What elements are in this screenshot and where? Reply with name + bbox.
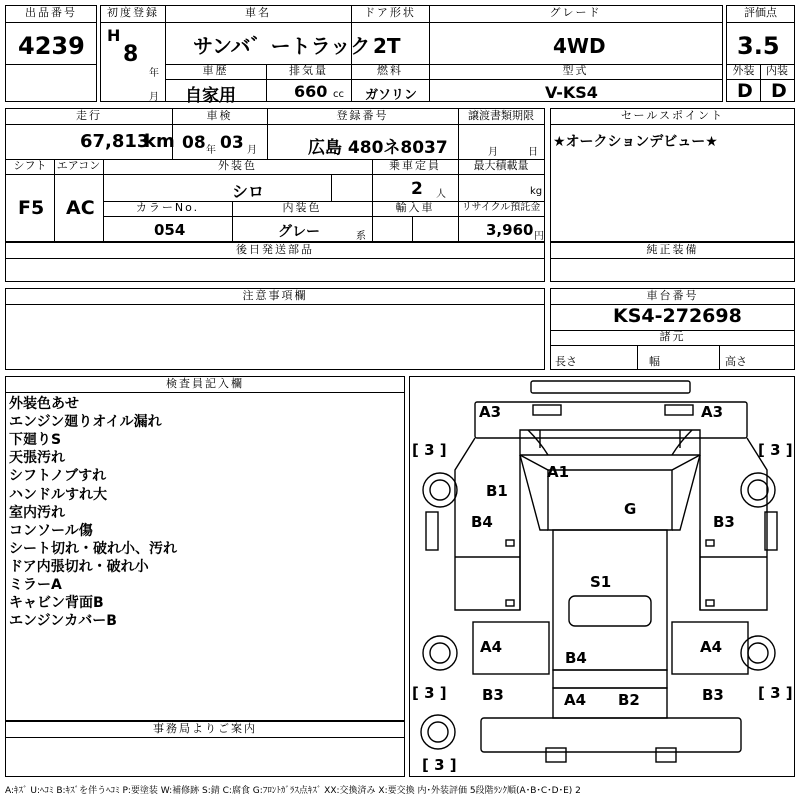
damage-mark: B3 <box>482 686 504 704</box>
capacity-label: 乗車定員 <box>389 159 441 172</box>
ac-label: エアコン <box>56 159 101 172</box>
type-value: V-KS4 <box>545 83 598 102</box>
inspection-label: 車検 <box>206 109 233 122</box>
notes-label: 注意事項欄 <box>242 289 308 302</box>
chassis-label: 車台番号 <box>646 289 699 302</box>
damage-mark: S1 <box>590 573 612 591</box>
color-no-value: 054 <box>154 221 186 239</box>
transfer-month: 月 <box>488 147 498 158</box>
doors-label: ドア形状 <box>364 6 416 19</box>
lot-number-label: 出品番号 <box>25 6 77 19</box>
inspector-note: 室内汚れ <box>9 504 65 521</box>
inspector-note: エンジン廻りオイル漏れ <box>9 414 162 431</box>
month-unit: 月 <box>149 92 159 103</box>
specs-label: 諸元 <box>659 330 686 343</box>
damage-mark: B2 <box>618 691 640 709</box>
transfer-label: 譲渡書類期限 <box>468 109 534 122</box>
chassis-number: KS4-272698 <box>613 305 742 327</box>
interior-color-suffix: 系 <box>356 231 366 242</box>
type-label: 型式 <box>562 64 589 77</box>
history-label: 車歴 <box>202 64 229 77</box>
model-name: サンバ゛ートラック <box>193 34 371 58</box>
inspector-note: ハンドルすれ大 <box>9 486 107 503</box>
inspector-note: 下廻りS <box>9 432 62 449</box>
damage-mark: A3 <box>479 403 502 421</box>
exterior-label: 外装 <box>732 64 755 77</box>
score-label: 評価点 <box>744 6 777 19</box>
fuel-label: 燃料 <box>377 64 403 77</box>
color-value: シロ <box>232 182 265 201</box>
payload-label: 最大積載量 <box>473 159 529 172</box>
inspector-note: 天張汚れ <box>9 450 65 467</box>
year-unit: 年 <box>149 68 159 79</box>
later-parts-box <box>5 242 545 282</box>
reg-no-label: 登録番号 <box>336 109 389 122</box>
damage-mark: B3 <box>713 513 735 531</box>
damage-mark: A4 <box>564 691 587 709</box>
recycle-unit: 円 <box>534 231 544 242</box>
genuine-equipment-box <box>550 242 795 282</box>
exterior-score: D <box>737 80 753 102</box>
inspection-year-unit: 年 <box>206 145 216 156</box>
score-value: 3.5 <box>737 32 780 60</box>
history-value: 自家用 <box>185 86 236 106</box>
fuel-value: ガソリン <box>365 88 418 103</box>
tire-tread-mark: [ 3 ] <box>412 441 447 459</box>
inspector-note: ドア内張切れ・破れ小 <box>9 558 149 575</box>
tire-tread-mark: [ 3 ] <box>412 684 447 702</box>
payload-unit: kg <box>530 186 543 197</box>
office-label: 事務局よりご案内 <box>153 722 257 735</box>
inspector-note: 外装色あせ <box>9 396 79 412</box>
damage-mark: A3 <box>701 403 724 421</box>
notes-box <box>5 288 545 370</box>
color-no-label: カラーNo. <box>135 201 200 214</box>
tire-tread-mark: [ 3 ] <box>758 441 793 459</box>
interior-score: D <box>771 80 787 102</box>
shift-value: F5 <box>18 197 45 219</box>
inspector-note: エンジンカバーB <box>9 613 117 630</box>
damage-mark: B4 <box>471 513 493 531</box>
legend: A:ｷｽﾞ U:ﾍｺﾐ B:ｷｽﾞを伴うﾍｺﾐ P:要塗装 W:補修跡 S:錆 C:腐食 G:ﾌﾛﾝﾄｶﾞﾗｽ点ｷｽﾞ XX:交換済み X:要交換 内･外装評価 5段階ﾗﾝｸ順(A･B･C･D･E) 2 <box>5 786 581 796</box>
lot-number: 4239 <box>18 32 85 60</box>
recycle-label: リサイクル預託金 <box>461 202 541 213</box>
era: H <box>107 26 121 45</box>
inspector-label: 検査員記入欄 <box>166 377 244 390</box>
model-label: 車名 <box>245 6 271 19</box>
damage-mark: A4 <box>700 638 723 656</box>
office-box <box>5 721 405 777</box>
damage-mark: G <box>624 500 637 518</box>
displacement-label: 排気量 <box>289 64 328 77</box>
later-parts-label: 後日発送部品 <box>236 243 314 256</box>
displacement-unit: cc <box>333 89 344 100</box>
inspector-note: キャビン背面B <box>9 595 104 612</box>
first-reg-label: 初度登録 <box>107 6 159 19</box>
genuine-equipment-label: 純正装備 <box>646 243 699 256</box>
shift-label: シフト <box>13 159 47 172</box>
length-label: 長さ <box>555 355 577 368</box>
transfer-day: 日 <box>528 147 538 158</box>
grade-label: グレード <box>549 6 602 19</box>
width-label: 幅 <box>649 355 660 368</box>
import-label: 輸入車 <box>395 201 435 214</box>
mileage-unit: km <box>144 131 175 152</box>
inspector-note: シート切れ・破れ小、汚れ <box>9 540 177 557</box>
doors-value: 2T <box>373 34 401 58</box>
sales-point-label: セールスポイント <box>620 109 724 122</box>
inspection-year: 08 <box>182 133 206 153</box>
reg-no-value: 広島 480ネ8037 <box>308 138 448 158</box>
ac-value: AC <box>66 197 95 219</box>
inspection-month: 03 <box>220 133 244 153</box>
damage-mark: B3 <box>702 686 724 704</box>
capacity-value: 2 <box>411 179 423 199</box>
inspector-note: シフトノブすれ <box>9 468 107 485</box>
header-main <box>100 5 723 106</box>
lot-number-box <box>5 5 97 102</box>
sales-point-value: ★オークションデビュー★ <box>553 134 718 150</box>
tire-tread-mark: [ 3 ] <box>422 756 457 774</box>
damage-mark: A4 <box>480 638 503 656</box>
recycle-value: 3,960 <box>486 221 534 239</box>
interior-label: 内装 <box>766 64 788 77</box>
capacity-unit: 人 <box>436 189 446 200</box>
tire-tread-mark: [ 3 ] <box>758 684 793 702</box>
interior-color-label: 内装色 <box>282 201 322 214</box>
vehicle-details <box>5 108 545 242</box>
mileage-label: 走行 <box>76 109 102 122</box>
height-label: 高さ <box>725 355 747 368</box>
sales-point-box <box>550 108 795 242</box>
score-box <box>726 5 795 102</box>
inspection-month-unit: 月 <box>247 145 257 156</box>
grade-value: 4WD <box>553 34 606 58</box>
damage-mark: A1 <box>547 463 570 481</box>
mileage-value: 67,813 <box>80 131 150 152</box>
displacement-value: 660 <box>294 82 328 101</box>
inspector-note: ミラーA <box>9 577 62 593</box>
first-reg-year: 8 <box>123 42 139 67</box>
chassis-box <box>550 288 795 370</box>
damage-mark: B4 <box>565 649 587 667</box>
inspector-note: コンソール傷 <box>9 522 93 539</box>
color-label: 外装色 <box>218 159 257 172</box>
damage-mark: B1 <box>486 482 508 500</box>
interior-color-value: グレー <box>278 224 320 240</box>
